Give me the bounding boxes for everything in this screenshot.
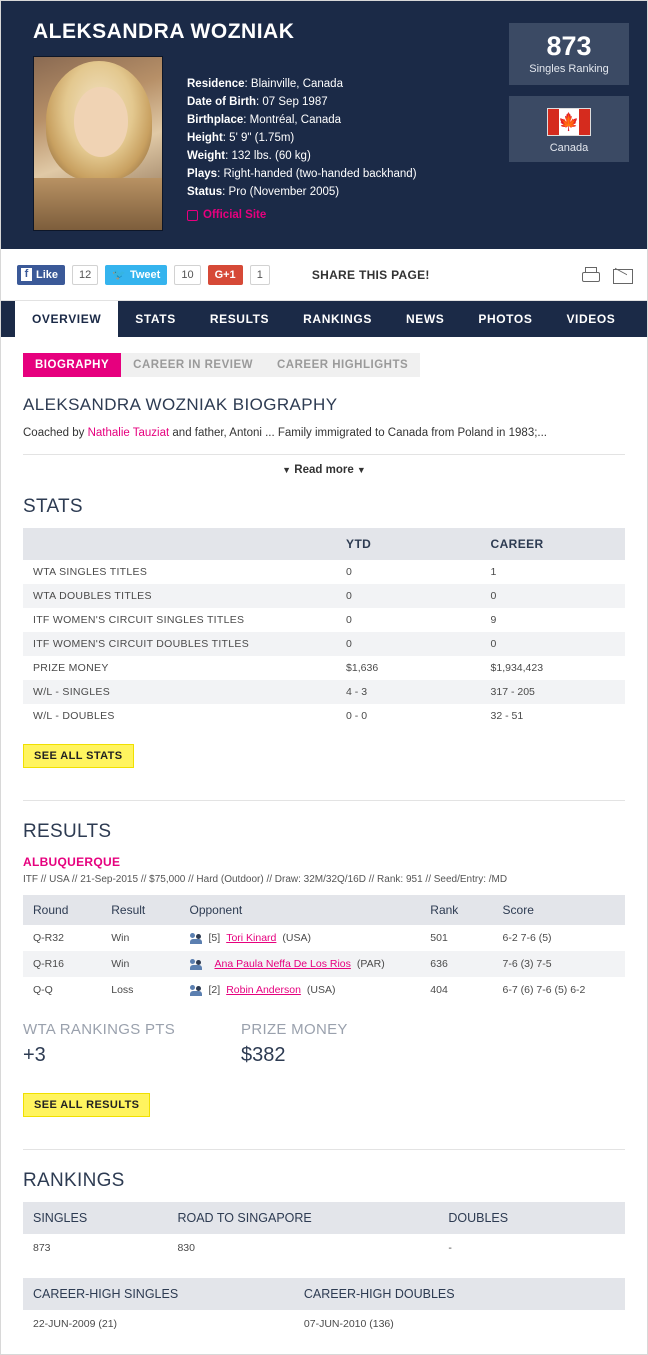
stats-row-ytd: 0 xyxy=(346,566,352,578)
results-col-result: Result xyxy=(101,895,179,925)
google-plus-button[interactable]: G+1 xyxy=(208,265,243,285)
twitter-tweet-count: 10 xyxy=(174,265,200,285)
opponent-country: (USA) xyxy=(282,932,311,944)
see-all-stats-button[interactable]: SEE ALL STATS xyxy=(23,744,134,768)
print-icon[interactable] xyxy=(581,267,599,283)
kpi-ranking-points-value: +3 xyxy=(23,1044,46,1066)
see-all-results-button[interactable]: SEE ALL RESULTS xyxy=(23,1093,150,1117)
stats-col-career: CAREER xyxy=(481,528,625,560)
bio-weight: Weight: 132 lbs. (60 kg) xyxy=(187,150,311,162)
stats-row-label: WTA DOUBLES TITLES xyxy=(23,584,336,608)
stats-row-ytd: 0 xyxy=(336,584,480,608)
facebook-icon: f xyxy=(21,268,32,281)
result-round: Q-R16 xyxy=(23,951,101,977)
flag-bar-right xyxy=(579,109,590,135)
result-outcome: Win xyxy=(111,932,130,944)
external-link-icon xyxy=(187,210,198,221)
maple-leaf-icon: 🍁 xyxy=(558,112,580,132)
career-high-singles-value: 22-JUN-2009 (21) xyxy=(33,1318,118,1330)
singles-ranking-number: 873 xyxy=(546,31,592,61)
stats-row-label: PRIZE MONEY xyxy=(33,662,109,674)
current-rankings-table xyxy=(23,1202,625,1262)
result-score: 6-2 7-6 (5) xyxy=(502,932,552,944)
stats-header-row xyxy=(23,528,625,560)
official-site-link[interactable] xyxy=(187,207,417,224)
table-row xyxy=(23,680,625,704)
coach-link[interactable]: Nathalie Tauziat xyxy=(87,427,170,439)
result-rank: 404 xyxy=(430,984,448,996)
result-rank: 636 xyxy=(420,951,492,977)
tab-rankings[interactable]: RANKINGS xyxy=(303,312,372,326)
result-round: Q-Q xyxy=(33,984,53,996)
opponent-country: (USA) xyxy=(306,984,336,996)
subtab-biography[interactable]: BIOGRAPHY xyxy=(23,353,121,377)
tab-results[interactable]: RESULTS xyxy=(209,312,270,326)
stats-row-ytd: 4 - 3 xyxy=(336,680,480,704)
stats-row-career: 0 xyxy=(481,584,625,608)
results-heading: RESULTS xyxy=(23,821,112,842)
stats-row-label: W/L - SINGLES xyxy=(23,680,336,704)
bio-birthplace-value: Montréal, Canada xyxy=(249,114,342,126)
results-header-row xyxy=(23,895,625,925)
tab-stats[interactable]: STATS xyxy=(135,312,176,326)
results-col-round: Round xyxy=(23,895,101,925)
bio-plays: Plays: Right-handed (two-handed backhand) xyxy=(187,168,417,180)
stats-row-career: 317 - 205 xyxy=(481,680,625,704)
bio-status: Status: Pro (November 2005) xyxy=(187,186,340,198)
kpi-prize-money-label: PRIZE MONEY xyxy=(241,1021,348,1038)
stats-row-ytd: 0 xyxy=(346,614,352,626)
stats-row-ytd: $1,636 xyxy=(346,662,379,674)
chevron-down-icon-left: ▼ xyxy=(282,465,292,475)
twitter-icon: 🐦 xyxy=(112,269,126,281)
rankings-value-singles: 873 xyxy=(33,1242,51,1254)
stats-row-label: ITF WOMEN'S CIRCUIT SINGLES TITLES xyxy=(33,614,245,626)
bio-residence-label: Residence xyxy=(187,78,245,90)
rankings-col-singles: SINGLES xyxy=(23,1202,167,1234)
biography-text xyxy=(23,425,625,442)
stats-row-label: W/L - DOUBLES xyxy=(33,710,115,722)
result-outcome: Loss xyxy=(111,984,134,996)
opponent-name-link[interactable]: Robin Anderson xyxy=(226,984,301,996)
result-opponent-cell xyxy=(180,977,421,1003)
stats-row-career: 1 xyxy=(490,566,497,578)
google-plus-count: 1 xyxy=(250,265,270,285)
opponent-seed: [5] xyxy=(208,932,221,944)
result-score: 6-7 (6) 7-6 (5) 6-2 xyxy=(502,984,586,996)
players-icon xyxy=(190,933,203,944)
results-col-opponent: Opponent xyxy=(180,895,421,925)
players-icon xyxy=(190,959,203,970)
share-this-page-label: SHARE THIS PAGE! xyxy=(311,267,430,282)
player-name: ALEKSANDRA WOZNIAK xyxy=(33,20,295,43)
results-col-score: Score xyxy=(493,895,625,925)
bio-weight-value: 132 lbs. (60 kg) xyxy=(231,150,311,162)
stats-col-ytd: YTD xyxy=(336,528,480,560)
social-buttons xyxy=(17,265,270,285)
player-hero xyxy=(1,1,647,249)
results-table xyxy=(23,895,625,1003)
subtab-career-highlights[interactable]: CAREER HIGHLIGHTS xyxy=(265,353,420,377)
divider-results xyxy=(23,1149,625,1150)
share-bar xyxy=(1,249,647,301)
canada-flag-icon xyxy=(547,108,591,136)
career-high-doubles-value: 07-JUN-2010 (136) xyxy=(303,1318,394,1330)
twitter-tweet-label: Tweet xyxy=(129,268,161,281)
stats-row-career: 0 xyxy=(481,632,625,656)
table-row xyxy=(23,951,625,977)
twitter-tweet-button[interactable] xyxy=(105,265,167,285)
bio-subtabs xyxy=(23,353,631,377)
result-outcome: Win xyxy=(101,951,179,977)
stats-row-career: $1,934,423 xyxy=(490,662,544,674)
stats-row-label: ITF WOMEN'S CIRCUIT DOUBLES TITLES xyxy=(23,632,336,656)
facebook-like-label: Like xyxy=(36,268,59,281)
rankings-heading: RANKINGS xyxy=(23,1170,125,1191)
rankings-col-career-high-doubles: CAREER-HIGH DOUBLES xyxy=(294,1278,625,1310)
stats-heading: STATS xyxy=(23,496,83,517)
biography-heading: ALEKSANDRA WOZNIAK BIOGRAPHY xyxy=(23,395,338,414)
main-content xyxy=(1,353,647,1354)
kpi-ranking-points-label: WTA RANKINGS PTS xyxy=(23,1021,176,1038)
country-box xyxy=(509,96,629,162)
main-tabs xyxy=(1,301,647,337)
bio-status-label: Status xyxy=(187,186,223,198)
official-site-label: Official Site xyxy=(203,209,267,221)
bio-birthplace-label: Birthplace xyxy=(187,114,244,126)
stats-row-ytd: 0 xyxy=(336,632,480,656)
tab-news[interactable]: NEWS xyxy=(405,312,445,326)
result-round: Q-R32 xyxy=(33,932,64,944)
career-high-header-row xyxy=(23,1278,625,1310)
rankings-value-road-to-singapore: 830 xyxy=(177,1242,195,1254)
kpi-prize-money-value: $382 xyxy=(241,1044,286,1066)
table-row xyxy=(23,560,625,584)
results-kpis xyxy=(23,1021,631,1067)
read-more-label: Read more xyxy=(294,464,354,476)
table-row xyxy=(23,1310,625,1338)
current-rankings-header-row xyxy=(23,1202,625,1234)
bio-dob-value: 07 Sep 1987 xyxy=(262,96,328,108)
country-label: Canada xyxy=(549,142,589,154)
result-score: 7-6 (3) 7-5 xyxy=(493,951,625,977)
email-icon[interactable] xyxy=(613,267,631,283)
rankings-value-doubles: - xyxy=(448,1242,452,1254)
rankings-col-road-to-singapore: ROAD TO SINGAPORE xyxy=(167,1202,438,1234)
table-row xyxy=(23,925,625,951)
singles-ranking-box xyxy=(509,23,629,85)
biography-text-before: Coached by xyxy=(23,427,88,439)
facebook-like-button[interactable] xyxy=(17,265,65,285)
table-row xyxy=(23,608,625,632)
player-photo xyxy=(33,56,163,231)
opponent-name-link[interactable]: Tori Kinard xyxy=(226,932,277,944)
kpi-prize-money xyxy=(241,1021,348,1067)
results-col-rank: Rank xyxy=(420,895,492,925)
opponent-seed: [2] xyxy=(208,984,221,996)
bio-residence: Residence: Blainville, Canada xyxy=(187,78,343,90)
table-row xyxy=(23,1234,625,1262)
table-row xyxy=(23,656,625,680)
hero-side-panel xyxy=(509,23,629,162)
bio-dob-label: Date of Birth xyxy=(187,96,256,108)
flag-bar-left xyxy=(548,109,559,135)
bio-height-label: Height xyxy=(187,132,223,144)
result-rank: 501 xyxy=(430,932,448,944)
photo-face xyxy=(74,87,128,157)
stats-row-career: 9 xyxy=(490,614,497,626)
stats-table xyxy=(23,528,625,728)
result-opponent-cell xyxy=(180,951,421,977)
stats-row-label: WTA SINGLES TITLES xyxy=(33,566,148,578)
rankings-col-career-high-singles: CAREER-HIGH SINGLES xyxy=(23,1278,294,1310)
bio-residence-value: Blainville, Canada xyxy=(250,78,343,90)
rankings-col-doubles: DOUBLES xyxy=(438,1202,625,1234)
stats-row-ytd: 0 - 0 xyxy=(346,710,368,722)
bio-plays-label: Plays xyxy=(187,168,218,180)
divider-stats xyxy=(23,800,625,801)
opponent-name-link[interactable]: Ana Paula Neffa De Los Rios xyxy=(214,958,351,970)
table-row xyxy=(23,704,625,728)
facebook-like-count: 12 xyxy=(72,265,98,285)
table-row xyxy=(23,584,625,608)
bio-height-value: 5' 9" (1.75m) xyxy=(229,132,295,144)
read-more-toggle[interactable] xyxy=(23,454,625,476)
kpi-ranking-points xyxy=(23,1021,175,1067)
result-opponent-cell xyxy=(180,925,421,951)
tab-overview[interactable]: OVERVIEW xyxy=(15,301,118,337)
share-actions xyxy=(581,267,631,283)
bio-status-value: Pro (November 2005) xyxy=(228,186,340,198)
tab-photos[interactable]: PHOTOS xyxy=(478,312,533,326)
bio-height: Height: 5' 9" (1.75m) xyxy=(187,132,295,144)
stats-row-career: 32 - 51 xyxy=(490,710,524,722)
career-high-table xyxy=(23,1278,625,1338)
tournament-name[interactable]: ALBUQUERQUE xyxy=(23,855,121,869)
photo-shoulders xyxy=(34,178,163,230)
tournament-meta: ITF // USA // 21-Sep-2015 // $75,000 // Hard (Outdoor) // Draw: 32M/32Q/16D // Rank: 951 // Seed/Entry: /MD xyxy=(23,874,508,885)
bio-birthplace: Birthplace: Montréal, Canada xyxy=(187,114,342,126)
tab-videos[interactable]: VIDEOS xyxy=(566,312,616,326)
table-row xyxy=(23,977,625,1003)
players-icon xyxy=(190,985,203,996)
singles-ranking-label: Singles Ranking xyxy=(529,63,609,75)
table-row xyxy=(23,632,625,656)
stats-col-label xyxy=(23,528,336,560)
bio-dob: Date of Birth: 07 Sep 1987 xyxy=(187,96,328,108)
bio-weight-label: Weight xyxy=(187,150,226,162)
bio-plays-value: Right-handed (two-handed backhand) xyxy=(223,168,417,180)
subtab-career-in-review[interactable]: CAREER IN REVIEW xyxy=(121,353,265,377)
opponent-country: (PAR) xyxy=(356,958,385,970)
chevron-down-icon-right: ▼ xyxy=(356,465,366,475)
player-bio-list xyxy=(187,56,417,231)
biography-text-after: and father, Antoni ... Family immigrated to Canada from Poland in 1983;... xyxy=(169,427,547,439)
